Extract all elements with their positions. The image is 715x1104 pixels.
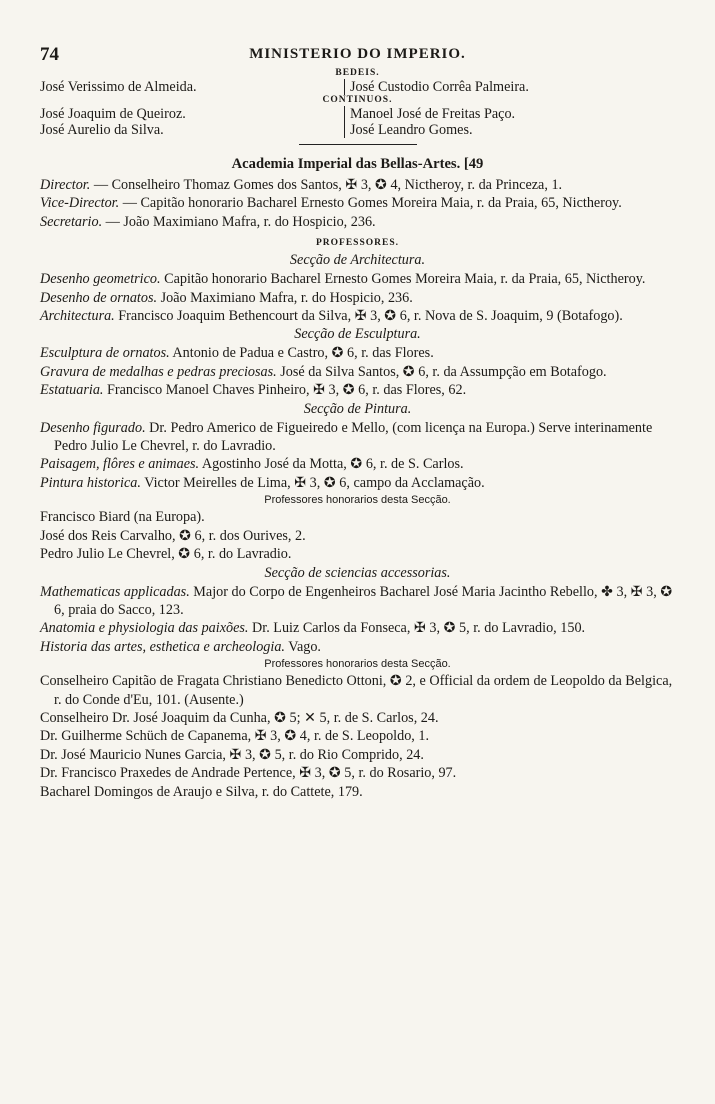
bedeis-left: José Verissimo de Almeida. [40,79,197,95]
officers-list [40,176,675,231]
bedeis-right: José Custodio Corrêa Palmeira. [344,79,529,95]
continuo-name: José Aurelio da Silva. [40,122,164,138]
professor-entry: Anatomia e physiologia das paixões. Dr. Luiz Carlos da Fonseca, ✠ 3, ✪ 5, r. do Lavradio, 150. [40,620,586,637]
running-head: MINISTERIO DO IMPERIO. [249,46,466,62]
bedeis-label: BEDEIS. [335,68,380,78]
honorarios-label: Professores honorarios desta Secção. [264,658,451,671]
officer-entry: Secretario. — João Maximiano Mafra, r. do Hospicio, 236. [40,213,376,230]
honorario-entry: Bacharel Domingos de Araujo e Silva, r. do Cattete, 179. [40,783,363,800]
professores-label: PROFESSORES. [315,238,399,249]
professor-entry: Desenho geometrico. Capitão honorario Bacharel Ernesto Gomes Moreira Maia, r. da Praia, 65, Nictheroy. [40,271,646,288]
honorario-entry: Dr. Francisco Praxedes de Andrade Pertence, ✠ 3, ✪ 5, r. do Rosario, 97. [40,765,457,782]
professor-entry: Estatuaria. Francisco Manoel Chaves Pinheiro, ✠ 3, ✪ 6, r. das Flores, 62. [40,382,467,399]
officer-entry: Vice-Director. — Capitão honorario Bacharel Ernesto Gomes Moreira Maia, r. da Praia, 65, Nictheroy. [40,195,622,212]
continuo-name: José Joaquim de Queiroz. [40,106,186,122]
academy-title: Academia Imperial das Bellas-Artes. [49 [231,156,484,172]
section-title-esculptura: Secção de Esculptura. [294,326,421,343]
professor-entry: Desenho de ornatos. João Maximiano Mafra, r. do Hospicio, 236. [40,289,413,306]
continuos-left [40,106,340,138]
officer-entry: Director. — Conselheiro Thomaz Gomes dos Santos, ✠ 3, ✪ 4, Nictheroy, r. da Princeza, 1. [40,177,563,193]
page-number: 74 [40,44,59,65]
continuos-label: CONTINUOS. [322,95,393,105]
page-header [40,42,675,68]
honorario-entry: Pedro Julio Le Chevrel, ✪ 6, r. do Lavradio. [40,546,292,563]
continuos-right [344,106,515,138]
professor-entry: Paisagem, flôres e animaes. Agostinho José da Motta, ✪ 6, r. de S. Carlos. [40,456,464,473]
professor-entry: Esculptura de ornatos. Antonio de Padua e Castro, ✪ 6, r. das Flores. [40,345,434,362]
honorario-entry: Conselheiro Dr. José Joaquim da Cunha, ✪ 5; ✕ 5, r. de S. Carlos, 24. [40,709,439,726]
professor-entry: Architectura. Francisco Joaquim Bethencourt da Silva, ✠ 3, ✪ 6, r. Nova de S. Joaquim, 9 (Botafogo). [40,308,623,325]
professor-entry: Desenho figurado. Dr. Pedro Americo de Figueiredo e Mello, (com licença na Europa.) Serve interinamente Pedro Julio Le Chevrel, r. do Lavradio. [40,419,653,455]
section-title-architectura: Secção de Architectura. [289,252,426,269]
section-title-sciencias: Secção de sciencias accessorias. [264,564,451,581]
continuos-row [40,106,675,138]
professor-entry: Historia das artes, esthetica e archeologia. Vago. [40,638,321,655]
continuo-name: José Leandro Gomes. [350,122,473,138]
bedeis-row [40,79,675,95]
honorario-entry: Dr. Guilherme Schüch de Capanema, ✠ 3, ✪ 4, r. de S. Leopoldo, 1. [40,728,430,745]
separator-rule [299,144,417,145]
honorario-entry: Dr. José Mauricio Nunes Garcia, ✠ 3, ✪ 5, r. do Rio Comprido, 24. [40,746,424,763]
professor-entry: Gravura de medalhas e pedras preciosas. José da Silva Santos, ✪ 6, r. da Assumpção em Botafogo. [40,363,607,380]
professor-entry: Mathematicas applicadas. Major do Corpo de Engenheiros Bacharel José Maria Jacintho Rebello, ✤ 3, ✠ 3, ✪ 6, praia do Sacco, 123. [40,583,673,618]
professor-entry: Pintura historica. Victor Meirelles de Lima, ✠ 3, ✪ 6, campo da Acclamação. [40,474,485,491]
section-title-pintura: Secção de Pintura. [303,400,412,417]
honorario-entry: José dos Reis Carvalho, ✪ 6, r. dos Ourives, 2. [40,527,306,544]
honorarios-label: Professores honorarios desta Secção. [264,494,451,507]
continuo-name: Manoel José de Freitas Paço. [350,106,516,122]
honorario-entry: Francisco Biard (na Europa). [40,509,205,526]
honorario-entry: Conselheiro Capitão de Fragata Christiano Benedicto Ottoni, ✪ 2, e Official da ordem de Leopoldo da Belgica, r. do Conde d'Eu, 101. (Ausente.) [40,673,673,708]
